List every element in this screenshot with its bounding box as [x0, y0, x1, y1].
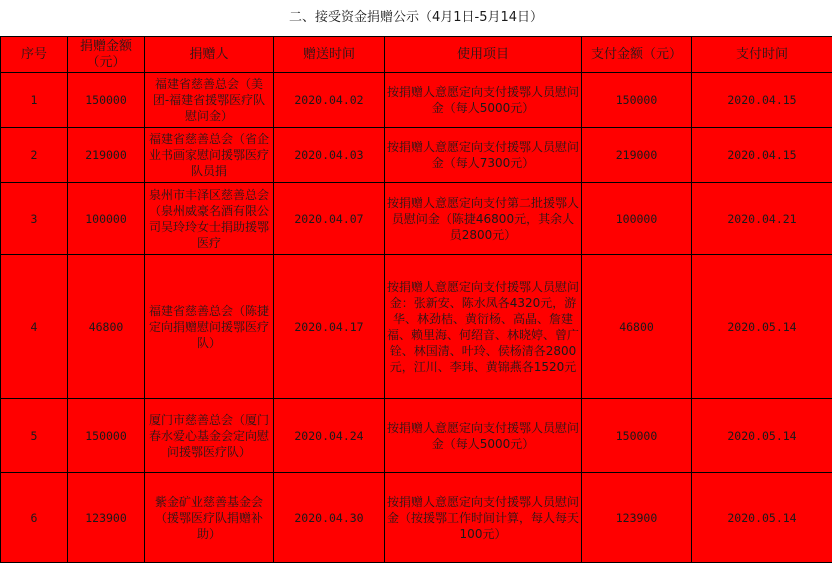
row-date: 2020.04.24 [274, 399, 385, 473]
row-paid: 46800 [582, 255, 692, 399]
row-purpose [385, 255, 582, 399]
row-donor [145, 183, 274, 255]
row-date: 2020.04.17 [274, 255, 385, 399]
row-paid: 123900 [582, 473, 692, 563]
row-paid-date: 2020.05.14 [692, 255, 832, 399]
row-paid-date: 2020.04.15 [692, 128, 832, 183]
header-index: 序号 [1, 37, 68, 73]
row-paid: 219000 [582, 128, 692, 183]
header-purpose: 使用项目 [385, 37, 582, 73]
row-amount: 150000 [68, 73, 145, 128]
row-donor [145, 255, 274, 399]
table-row [1, 128, 832, 183]
row-paid-date: 2020.04.15 [692, 73, 832, 128]
row-purpose-text: 按捐赠人意愿定向支付第二批援鄂人员慰问金（陈捷46800元，其余人员2800元） [387, 195, 579, 242]
row-donor-text: 福建省慈善总会（陈捷定向捐赠慰问援鄂医疗队） [148, 303, 269, 350]
header-row [1, 37, 832, 73]
header-paid: 支付金额（元） [582, 37, 692, 73]
table-title: 二、接受资金捐赠公示（4月1日-5月14日） [288, 10, 544, 25]
row-paid: 100000 [582, 183, 692, 255]
row-donor-text: 福建省慈善总会（美团-福建省援鄂医疗队慰问金） [152, 77, 266, 123]
row-purpose-text: 按捐赠人意愿定向支付援鄂人员慰问金（按援鄂工作时间计算，每人每天100元） [387, 494, 579, 541]
row-index: 1 [1, 73, 68, 128]
row-date: 2020.04.02 [274, 73, 385, 128]
row-donor-text: 紫金矿业慈善基金会（援鄂医疗队捐赠补助） [154, 494, 263, 541]
row-amount: 123900 [68, 473, 145, 563]
row-purpose [385, 183, 582, 255]
row-paid-date: 2020.05.14 [692, 473, 832, 563]
row-donor [145, 399, 274, 473]
row-amount: 46800 [68, 255, 145, 399]
row-paid: 150000 [582, 73, 692, 128]
row-purpose [385, 399, 582, 473]
row-index: 6 [1, 473, 68, 563]
row-amount: 100000 [68, 183, 145, 255]
row-date: 2020.04.03 [274, 128, 385, 183]
header-paid-date: 支付时间 [692, 37, 832, 73]
row-purpose-text: 按捐赠人意愿定向支付援鄂人员慰问金（每人5000元） [387, 420, 579, 451]
row-date: 2020.04.07 [274, 183, 385, 255]
row-purpose [385, 73, 582, 128]
row-donor [145, 73, 274, 128]
row-purpose-text: 按捐赠人意愿定向支付援鄂人员慰问金（每人7300元） [387, 140, 579, 170]
row-index: 4 [1, 255, 68, 399]
row-donor-text: 泉州市丰泽区慈善总会（泉州威豪名酒有限公司吴玲玲女士捐助援鄂医疗 [148, 187, 269, 250]
row-paid-date: 2020.04.21 [692, 183, 832, 255]
row-purpose-text: 按捐赠人意愿定向支付援鄂人员慰问金：张新安、陈水凤各4320元，游华、林劲桔、黄衍杨、高晶、詹建福、赖里海、何绍音、林晓婷、曾广铨、林国清、叶玲、侯杨清各2800元，江川、李玮、黄锦燕各1520元 [387, 279, 579, 374]
row-index: 3 [1, 183, 68, 255]
row-paid: 150000 [582, 399, 692, 473]
donation-table [0, 36, 832, 563]
table-row [1, 73, 832, 128]
row-donor [145, 128, 274, 183]
table-row [1, 183, 832, 255]
header-amount: 捐赠金额（元） [68, 37, 145, 73]
row-donor-text: 福建省慈善总会（省企业书画家慰问援鄂医疗队员捐 [148, 132, 269, 178]
table-row [1, 255, 832, 399]
row-amount: 150000 [68, 399, 145, 473]
row-donor-text: 厦门市慈善总会（厦门春水爱心基金会定向慰问援鄂医疗队） [148, 412, 269, 459]
row-index: 5 [1, 399, 68, 473]
row-purpose [385, 473, 582, 563]
row-index: 2 [1, 128, 68, 183]
table-row [1, 399, 832, 473]
header-date: 赠送时间 [274, 37, 385, 73]
row-donor [145, 473, 274, 563]
row-date: 2020.04.30 [274, 473, 385, 563]
row-paid-date: 2020.05.14 [692, 399, 832, 473]
row-amount: 219000 [68, 128, 145, 183]
table-row [1, 473, 832, 563]
row-purpose-text: 按捐赠人意愿定向支付援鄂人员慰问金（每人5000元） [387, 85, 579, 115]
row-purpose [385, 128, 582, 183]
header-donor: 捐赠人 [145, 37, 274, 73]
